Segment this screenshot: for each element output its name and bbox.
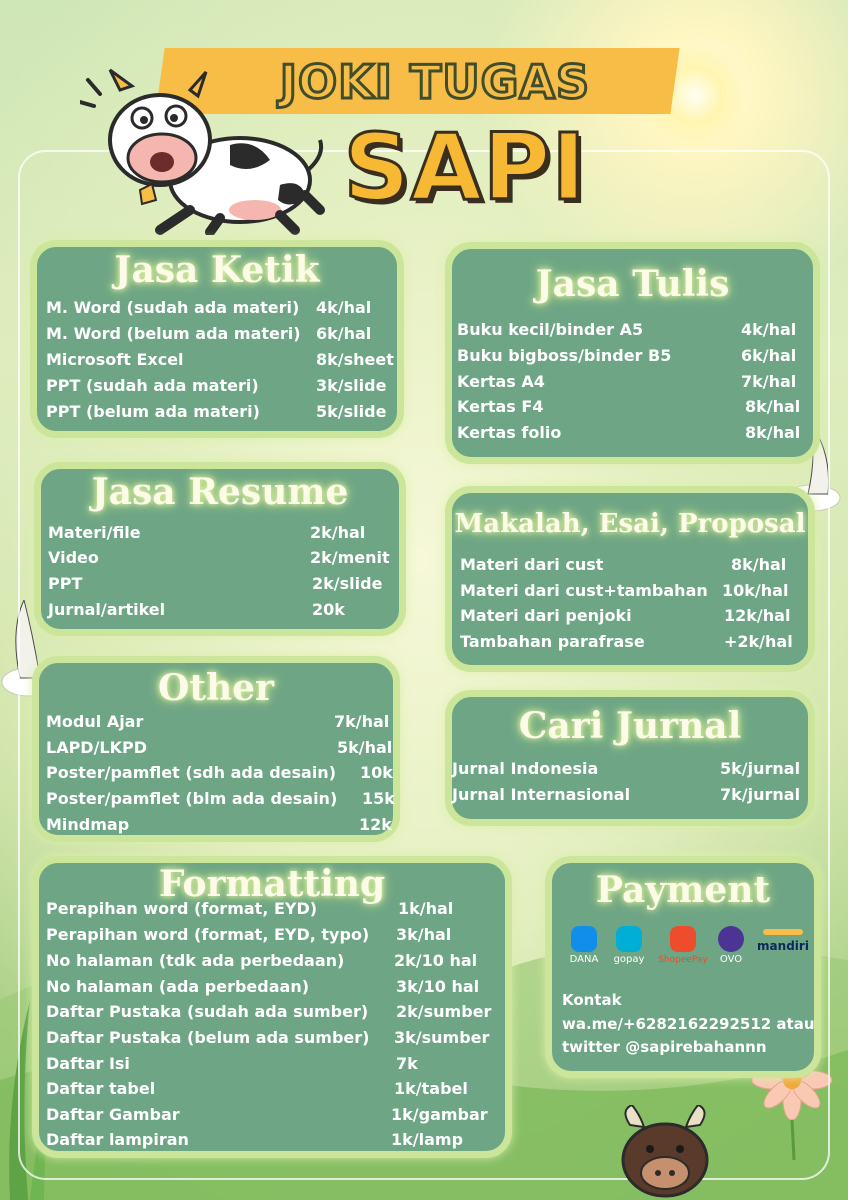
item-label: Modul Ajar <box>46 712 144 731</box>
section-cari-jurnal <box>445 690 815 826</box>
item-label: Buku kecil/binder A5 <box>457 320 644 339</box>
section-payment <box>545 856 821 1078</box>
item-label: Perapihan word (format, EYD, typo) <box>46 925 370 944</box>
contact-twitter-handle[interactable]: twitter @sapirebahannn <box>562 1038 767 1056</box>
item-label: PPT <box>48 574 83 593</box>
item-price: 4k/hal <box>741 320 797 339</box>
item-price: 2k/menit <box>310 548 390 567</box>
item-price: 2k/10 hal <box>394 951 478 970</box>
payment-label: OVO <box>719 954 743 965</box>
item-price: 1k/tabel <box>394 1079 468 1098</box>
item-price: 7k/jurnal <box>720 785 801 804</box>
section-jasa-tulis <box>445 242 820 464</box>
item-price: 10k/hal <box>722 581 789 600</box>
item-price: 3k/sumber <box>394 1028 490 1047</box>
payment-method-mandiri <box>752 929 814 953</box>
item-price: 1k/hal <box>398 899 454 918</box>
item-price: 5k/jurnal <box>720 759 801 778</box>
item-price: 8k/hal <box>745 397 801 416</box>
item-price: 2k/hal <box>310 523 366 542</box>
section-formatting <box>32 856 512 1158</box>
item-label: Perapihan word (format, EYD) <box>46 899 318 918</box>
item-price: 6k/hal <box>741 346 797 365</box>
item-label: Video <box>48 548 99 567</box>
section-other <box>32 656 400 842</box>
item-label: Poster/pamflet (sdh ada desain) <box>46 763 337 782</box>
section-jasa-ketik <box>30 240 404 438</box>
item-price: 12k <box>359 815 392 834</box>
item-price: 7k/hal <box>334 712 390 731</box>
payment-label: gopay <box>613 954 645 965</box>
item-price: 8k/sheet <box>316 350 394 369</box>
title-joki-tugas: JOKI TUGAS <box>279 55 591 109</box>
payment-method-ovo <box>712 926 750 965</box>
item-label: Materi dari cust <box>460 555 604 574</box>
item-price: 1k/gambar <box>391 1105 488 1124</box>
payment-method-shopeepay <box>652 926 714 965</box>
item-price: 5k/hal <box>337 738 393 757</box>
dana-icon <box>571 926 597 952</box>
item-label: PPT (belum ada materi) <box>46 402 260 421</box>
item-price: 8k/hal <box>745 423 801 442</box>
item-price: 7k/hal <box>741 372 797 391</box>
section-title: Makalah, Esai, Proposal <box>454 509 806 539</box>
gopay-icon <box>616 926 642 952</box>
item-label: Kertas A4 <box>457 372 545 391</box>
item-label: Jurnal Indonesia <box>452 759 599 778</box>
section-title: Payment <box>595 869 771 911</box>
item-label: LAPD/LKPD <box>46 738 148 757</box>
section-title: Jasa Resume <box>91 471 349 513</box>
item-label: Microsoft Excel <box>46 350 184 369</box>
item-label: Materi dari cust+tambahan <box>460 581 708 600</box>
payment-label: DANA <box>569 954 599 965</box>
payment-label: mandiri <box>757 939 809 953</box>
title-sapi: SAPI <box>343 114 587 221</box>
section-title: Formatting <box>158 863 386 905</box>
section-jasa-resume <box>34 462 406 636</box>
payment-method-dana <box>564 926 604 965</box>
item-label: Jurnal/artikel <box>48 600 166 619</box>
item-price: 3k/slide <box>316 376 387 395</box>
item-label: Jurnal Internasional <box>452 785 631 804</box>
mandiri-icon <box>763 929 803 935</box>
contact-whatsapp-link[interactable]: wa.me/+6282162292512 atau <box>562 1015 815 1033</box>
item-price: 1k/lamp <box>391 1130 464 1149</box>
item-label: Daftar Pustaka (sudah ada sumber) <box>46 1002 369 1021</box>
item-label: No halaman (tdk ada perbedaan) <box>46 951 345 970</box>
payment-label: ShopeePay <box>658 955 708 965</box>
section-title: Cari Jurnal <box>518 705 742 747</box>
cow-mascot-icon <box>80 60 330 235</box>
item-label: Materi/file <box>48 523 141 542</box>
item-price: 4k/hal <box>316 298 372 317</box>
item-label: M. Word (belum ada materi) <box>46 324 301 343</box>
item-price: 15k <box>362 789 395 808</box>
item-price: 20k <box>312 600 345 619</box>
item-label: Tambahan parafrase <box>460 632 645 651</box>
item-label: Materi dari penjoki <box>460 606 632 625</box>
item-label: Kertas F4 <box>457 397 544 416</box>
payment-method-gopay <box>604 926 654 965</box>
item-price: 2k/slide <box>312 574 383 593</box>
item-price: 5k/slide <box>316 402 387 421</box>
item-price: 7k <box>396 1054 418 1073</box>
ovo-icon <box>718 926 744 952</box>
item-price: 2k/sumber <box>396 1002 492 1021</box>
item-label: Mindmap <box>46 815 130 834</box>
item-price: 8k/hal <box>731 555 787 574</box>
item-price: 12k/hal <box>724 606 791 625</box>
buffalo-mascot-icon <box>610 1105 720 1200</box>
item-label: Daftar lampiran <box>46 1130 189 1149</box>
item-label: Poster/pamflet (blm ada desain) <box>46 789 338 808</box>
item-price: 3k/hal <box>396 925 452 944</box>
section-title: Other <box>157 667 275 709</box>
item-label: No halaman (ada perbedaan) <box>46 977 310 996</box>
section-title: Jasa Tulis <box>535 263 730 305</box>
item-label: Buku bigboss/binder B5 <box>457 346 672 365</box>
item-label: Daftar tabel <box>46 1079 156 1098</box>
section-makalah-esai-proposal <box>445 486 815 672</box>
item-price: 10k <box>360 763 393 782</box>
item-price: 3k/10 hal <box>396 977 480 996</box>
item-label: Daftar Isi <box>46 1054 130 1073</box>
contact-title: Kontak <box>562 991 622 1009</box>
item-label: Daftar Pustaka (belum ada sumber) <box>46 1028 370 1047</box>
section-title: Jasa Ketik <box>114 249 320 291</box>
item-price: 6k/hal <box>316 324 372 343</box>
item-label: Daftar Gambar <box>46 1105 180 1124</box>
item-label: M. Word (sudah ada materi) <box>46 298 300 317</box>
item-price: +2k/hal <box>724 632 793 651</box>
item-label: PPT (sudah ada materi) <box>46 376 259 395</box>
item-label: Kertas folio <box>457 423 562 442</box>
shopeepay-icon <box>670 926 696 952</box>
